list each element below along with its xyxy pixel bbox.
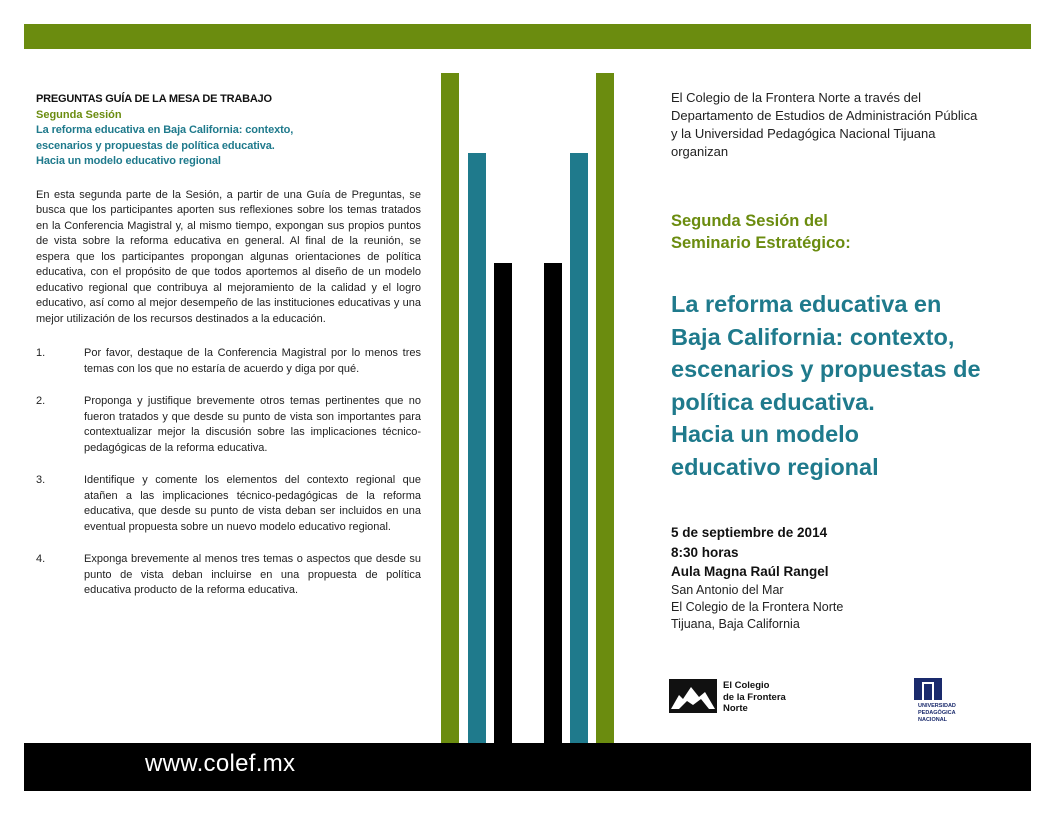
topic-line-1: La reforma educativa en Baja California: contexto, bbox=[36, 124, 294, 136]
upn-logo-line: UNIVERSIDAD bbox=[918, 703, 956, 709]
question-text: Exponga brevemente al menos tres temas o aspectos que desde su punto de vista deban incluirse en una propuesta de política educativa producto de la reforma educativa. bbox=[84, 553, 421, 596]
question-item bbox=[36, 346, 421, 377]
title-line: educativo regional bbox=[671, 453, 879, 480]
question-number: 1. bbox=[36, 347, 46, 359]
address-line: Tijuana, Baja California bbox=[671, 616, 800, 631]
question-text: Proponga y justifique brevemente otros temas pertinentes que no fueron tratados y que desde su punto de vista son importantes para contextualizar mejor la discusión sobre las implicaciones técnico-pedagógicas de la reforma educativa. bbox=[84, 395, 421, 454]
colef-logo-line: Norte bbox=[723, 703, 748, 714]
deco-bar-green-left bbox=[441, 73, 459, 773]
guide-questions-panel bbox=[36, 92, 421, 616]
deco-bar-black-right bbox=[544, 263, 562, 773]
topic-line-3: Hacia un modelo educativo regional bbox=[36, 155, 221, 167]
upn-logo-line: NACIONAL bbox=[918, 717, 948, 723]
colef-logo-line: de la Frontera bbox=[723, 691, 786, 703]
deco-bar-black-left bbox=[494, 263, 512, 773]
organizers-line: El Colegio de la Frontera Norte a través del bbox=[671, 90, 922, 105]
question-item bbox=[36, 473, 421, 535]
question-number: 3. bbox=[36, 474, 46, 486]
title-line: política educativa. bbox=[671, 388, 875, 415]
deco-bar-blue-right bbox=[570, 153, 588, 773]
session-line: Segunda Sesión del bbox=[671, 212, 828, 230]
upn-logo bbox=[912, 676, 982, 726]
title-line: Baja California: contexto, bbox=[671, 323, 955, 350]
deco-bar-blue-left bbox=[468, 153, 486, 773]
title-line: escenarios y propuestas de bbox=[671, 356, 981, 382]
organizers-block bbox=[671, 89, 1031, 161]
event-date: 5 de septiembre de 2014 bbox=[671, 525, 828, 540]
top-banner bbox=[24, 24, 1031, 49]
question-item bbox=[36, 552, 421, 599]
event-title bbox=[671, 288, 1031, 483]
session-subheading: Segunda Sesión bbox=[36, 108, 122, 121]
title-line: La reforma educativa en bbox=[671, 291, 942, 317]
organizers-line: Departamento de Estudios de Administración Pública bbox=[671, 108, 978, 123]
address-line: El Colegio de la Frontera Norte bbox=[671, 599, 844, 614]
topic-line-2: escenarios y propuestas de política educativa. bbox=[36, 139, 275, 152]
upn-logo-line: PEDAGÓGICA bbox=[918, 710, 956, 716]
colef-mountain-icon bbox=[669, 679, 717, 713]
question-text: Identifique y comente los elementos del contexto regional que atañen a las implicaciones técnico-pedagógicas de la reforma educativa, que desde su punto de vista deban ser incluidos en una eventual propuesta sobre un nuevo modelo educativo regional. bbox=[84, 474, 421, 533]
organizers-line: y la Universidad Pedagógica Nacional Tijuana bbox=[671, 126, 936, 141]
question-text: Por favor, destaque de la Conferencia Magistral por lo menos tres temas con los que no estaría de acuerdo y diga por qué. bbox=[84, 347, 421, 375]
title-line: Hacia un modelo bbox=[671, 421, 860, 447]
event-venue: Aula Magna Raúl Rangel bbox=[671, 564, 829, 579]
event-details bbox=[671, 523, 1031, 633]
colef-logo bbox=[669, 677, 789, 717]
organizers-line: organizan bbox=[671, 144, 729, 159]
intro-paragraph: En esta segunda parte de la Sesión, a partir de una Guía de Preguntas, se busca que los participantes aporten sus reflexiones sobre los temas tratados en la Conferencia Magistral y, al mismo tiempo, expongan sus propios puntos de vista sobre la reforma educativa en general. Al final de la reunión, se espera que los participantes propongan algunas orientaciones de política educativa, con el propósito de que todos aportemos al diseño de un modelo educativo regional que contribuya al mejoramiento de la calidad y el logro educativo, así como al mejor desempeño de las instituciones educativas y una mejor utilización de los recursos destinados a la educación. bbox=[36, 188, 421, 325]
session-line: Seminario Estratégico: bbox=[671, 234, 851, 252]
question-number: 2. bbox=[36, 395, 46, 407]
question-list bbox=[36, 346, 421, 599]
website-link[interactable]: www.colef.mx bbox=[145, 750, 296, 777]
session-heading bbox=[671, 210, 1031, 254]
colef-logo-line: El Colegio bbox=[723, 680, 770, 691]
address-line: San Antonio del Mar bbox=[671, 582, 784, 597]
question-item bbox=[36, 394, 421, 456]
question-number: 4. bbox=[36, 553, 46, 565]
deco-bar-green-right bbox=[596, 73, 614, 773]
guide-heading: PREGUNTAS GUÍA DE LA MESA DE TRABAJO bbox=[36, 93, 272, 105]
event-time: 8:30 horas bbox=[671, 544, 739, 560]
